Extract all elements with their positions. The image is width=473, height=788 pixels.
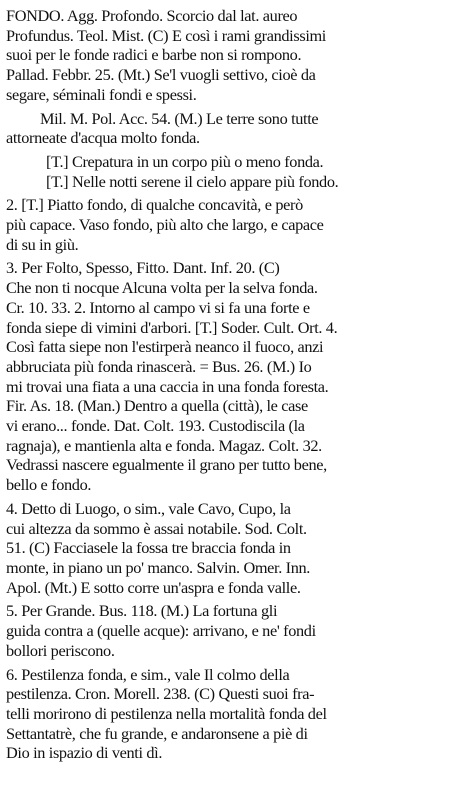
entry-paragraph-p4 bbox=[6, 258, 465, 494]
entry-line: bello e fondo. bbox=[6, 475, 92, 495]
entry-line: Che non ti nocque Alcuna volta per la selva fonda. bbox=[6, 278, 318, 298]
entry-line: segare, séminali fondi e spessi. bbox=[6, 84, 197, 104]
entry-line: [T.] Nelle notti serene il cielo appare più fondo. bbox=[46, 171, 339, 191]
entry-line: telli morirono di pestilenza nella mortalità fonda del bbox=[6, 703, 327, 723]
entry-line: Apol. (Mt.) E sotto corre un'aspra e fonda valle. bbox=[6, 577, 301, 597]
entry-line: Mil. M. Pol. Acc. 54. (M.) Le terre sono tutte bbox=[40, 108, 319, 128]
entry-line: Vedrassi nascere egualmente il grano per tutto bene, bbox=[6, 455, 327, 475]
dictionary-entry-fondo bbox=[6, 6, 465, 763]
entry-line: 5. Per Grande. Bus. 118. (M.) La fortuna gli bbox=[6, 601, 278, 621]
entry-line: mi trovai una fiata a una caccia in una fonda foresta. bbox=[6, 376, 329, 396]
entry-line: 6. Pestilenza fonda, e sim., vale Il colmo della bbox=[6, 664, 290, 684]
entry-paragraph-p6 bbox=[6, 601, 465, 660]
entry-line: fonda siepe di vimini d'arbori. [T.] Soder. Cult. Ort. 4. bbox=[6, 317, 338, 337]
entry-paragraph-p1 bbox=[6, 109, 465, 148]
entry-line: Fir. As. 18. (Man.) Dentro a quella (città), le case bbox=[6, 396, 308, 416]
entry-line: [T.] Crepatura in un corpo più o meno fonda. bbox=[46, 151, 324, 171]
entry-line: di su in giù. bbox=[6, 234, 79, 254]
entry-line: Pallad. Febbr. 25. (Mt.) Se'l vuogli settivo, cioè da bbox=[6, 65, 316, 85]
entry-line: bollori periscono. bbox=[6, 640, 115, 660]
entry-line: vi erano... fonde. Dat. Colt. 193. Custodiscila (la bbox=[6, 416, 305, 436]
entry-line: monte, in piano un po' manco. Salvin. Omer. Inn. bbox=[6, 557, 311, 577]
entry-line: più capace. Vaso fondo, più alto che largo, e capace bbox=[6, 215, 324, 235]
entry-line: FONDO. Agg. Profondo. Scorcio dal lat. aureo bbox=[6, 6, 298, 25]
entry-line: ragnaja), e mantienla alta e fonda. Magaz. Colt. 32. bbox=[6, 435, 322, 455]
entry-line: Così fatta siepe non l'estirperà neanco il fuoco, anzi bbox=[6, 337, 324, 357]
entry-paragraph-p7 bbox=[6, 665, 465, 764]
entry-line: 3. Per Folto, Spesso, Fitto. Dant. Inf. 20. (C) bbox=[6, 258, 280, 278]
entry-line: suoi per le fonde radici e barbe non si rompono. bbox=[6, 45, 302, 65]
entry-line: guida contra a (quelle acque): arrivano, e ne' fondi bbox=[6, 621, 316, 641]
entry-line: cui altezza da sommo è assai notabile. Sod. Colt. bbox=[6, 518, 307, 538]
entry-line: Cr. 10. 33. 2. Intorno al campo vi si fa una forte e bbox=[6, 297, 310, 317]
entry-line: 2. [T.] Piatto fondo, di qualche concavità, e però bbox=[6, 195, 303, 215]
entry-paragraph-p0 bbox=[6, 6, 465, 105]
entry-line: abbruciata più fonda rinascerà. = Bus. 26. (M.) Io bbox=[6, 356, 312, 376]
entry-line: pestilenza. Cron. Morell. 238. (C) Questi suoi fra- bbox=[6, 684, 315, 704]
entry-line: Settantatrè, che fu grande, e andaronsene a piè di bbox=[6, 723, 308, 743]
entry-line: Profundus. Teol. Mist. (C) E così i rami grandissimi bbox=[6, 25, 326, 45]
entry-line: 51. (C) Facciasele la fossa tre braccia fonda in bbox=[6, 538, 291, 558]
entry-line: 4. Detto di Luogo, o sim., vale Cavo, Cupo, la bbox=[6, 498, 291, 518]
entry-line: Dio in ispazio di venti dì. bbox=[6, 743, 163, 763]
entry-paragraph-p5 bbox=[6, 499, 465, 598]
entry-paragraph-p2 bbox=[6, 152, 465, 191]
entry-line: attorneate d'acqua molto fonda. bbox=[6, 128, 200, 148]
entry-paragraph-p3 bbox=[6, 195, 465, 254]
